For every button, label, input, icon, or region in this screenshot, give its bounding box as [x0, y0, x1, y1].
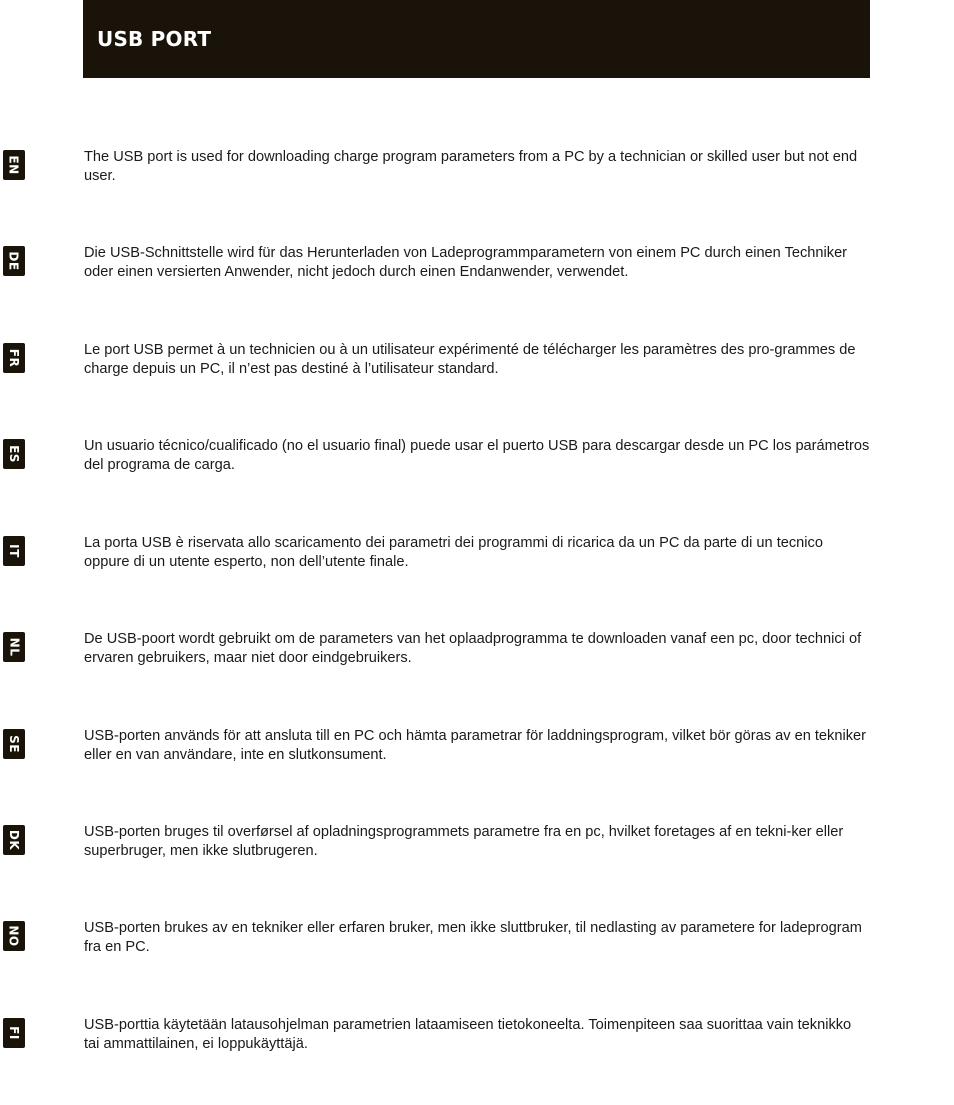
section-it	[0, 536, 954, 596]
language-code: FI	[6, 1026, 21, 1040]
language-tab-fr	[3, 343, 25, 373]
section-text: USB-porten bruges til overførsel af opladningsprogrammets parametre fra en pc, hvilket foretages af en tekni-ker eller superbruger, men ikke slutbrugeren.	[84, 824, 844, 859]
section-dk	[0, 825, 954, 885]
language-tab-es	[3, 439, 25, 469]
language-code: ES	[7, 445, 21, 463]
language-tab-en	[3, 150, 25, 180]
language-code: FR	[7, 348, 21, 368]
language-code: SE	[7, 735, 21, 753]
section-text: Die USB-Schnittstelle wird für das Herunterladen von Ladeprogrammparametern von einem PC durch einen Techniker oder einen versierten Anwender, nicht jedoch durch einen Endanwender, verwendet.	[84, 245, 848, 280]
language-tab-nl	[3, 632, 25, 662]
language-code: NL	[6, 637, 21, 657]
section-text: La porta USB è riservata allo scaricamento dei parametri dei programmi di ricarica da un PC da parte di un tecnico oppure di un utente esperto, non dell’utente finale.	[84, 535, 823, 570]
section-se	[0, 729, 954, 789]
section-de	[0, 246, 954, 306]
header-bar	[83, 0, 870, 78]
language-tab-no	[3, 921, 25, 951]
section-es	[0, 439, 954, 499]
section-no	[0, 921, 954, 981]
section-text: USB-porten används för att ansluta till en PC och hämta parametrar för laddningsprogram, vilket bör göras av en tekniker eller en van användare, inte en slutkonsument.	[84, 728, 866, 763]
section-text: De USB-poort wordt gebruikt om de parameters van het oplaadprogramma te downloaden vanaf een pc, door technici of ervaren gebruikers, maar niet door eindgebruikers.	[84, 631, 862, 666]
section-text: The USB port is used for downloading charge program parameters from a PC by a technician or skilled user but not end user.	[84, 149, 858, 184]
language-code: DE	[6, 251, 21, 271]
section-text: USB-porten brukes av en tekniker eller erfaren bruker, men ikke sluttbruker, til nedlasting av parametere for ladeprogram fra en PC.	[84, 920, 862, 955]
section-text: USB-porttia käytetään latausohjelman parametrien lataamiseen tietokoneelta. Toimenpiteen saa suorittaa vain teknikko tai ammattilainen, ei loppukäyttäjä.	[84, 1017, 852, 1052]
section-fr	[0, 343, 954, 403]
page-title: USB PORT	[97, 27, 212, 51]
language-code: EN	[7, 155, 21, 175]
language-code: NO	[7, 925, 21, 947]
section-text: Le port USB permet à un technicien ou à un utilisateur expérimenté de télécharger les paramètres des pro-grammes de charge depuis un PC, il n’est pas destiné à l’utilisateur standard.	[84, 342, 856, 377]
language-tab-fi	[3, 1018, 25, 1048]
language-tab-dk	[3, 825, 25, 855]
language-tab-se	[3, 729, 25, 759]
section-text: Un usuario técnico/cualificado (no el usuario final) puede usar el puerto USB para descargar desde un PC los parámetros del programa de carga.	[84, 438, 870, 473]
language-tab-de	[3, 246, 25, 276]
language-code: IT	[7, 544, 21, 558]
section-nl	[0, 632, 954, 692]
language-tab-it	[3, 536, 25, 566]
section-en	[0, 150, 954, 210]
language-code: DK	[6, 829, 21, 851]
section-fi	[0, 1018, 954, 1078]
